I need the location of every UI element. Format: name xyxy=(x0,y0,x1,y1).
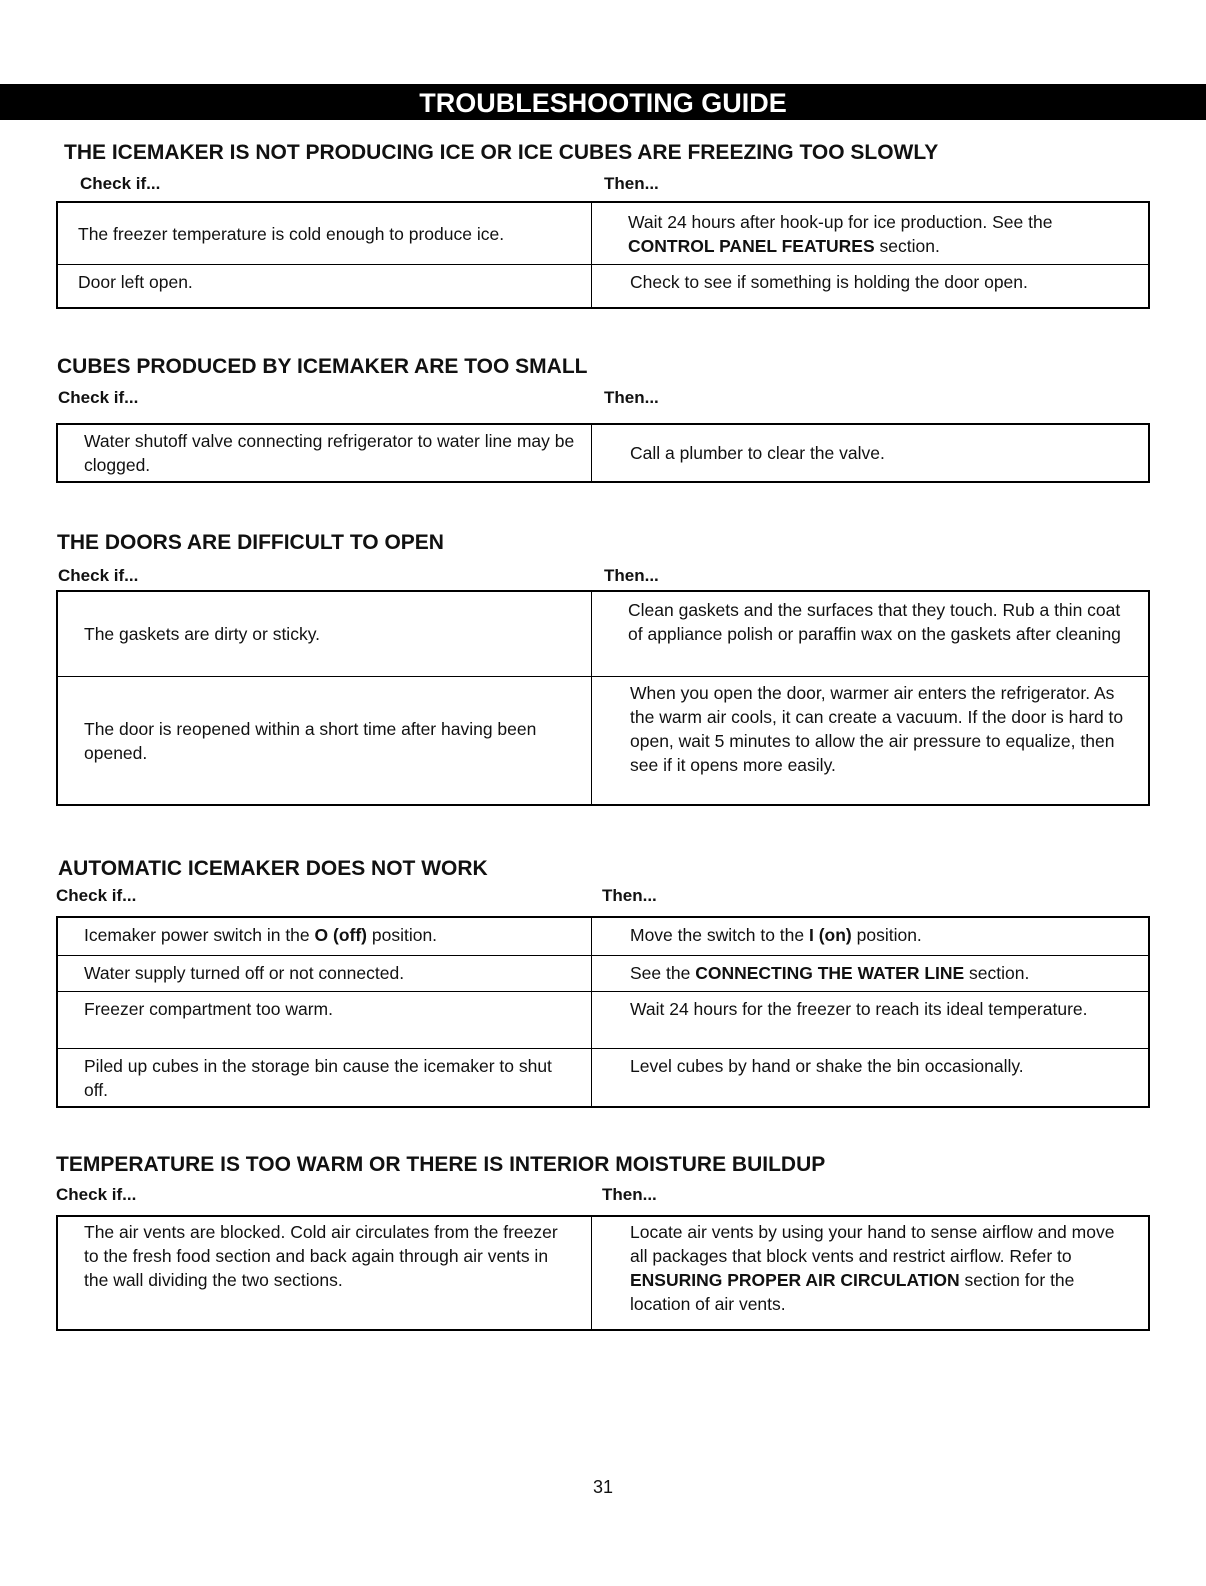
page-banner: TROUBLESHOOTING GUIDE xyxy=(0,84,1206,120)
check-text: Freezer compartment too warm. xyxy=(84,999,333,1019)
section-title: CUBES PRODUCED BY ICEMAKER ARE TOO SMALL xyxy=(57,355,588,378)
table-row xyxy=(58,676,1148,804)
check-text: Piled up cubes in the storage bin cause the icemaker to shut off. xyxy=(84,1056,552,1100)
check-if-label: Check if... xyxy=(56,1185,137,1204)
table-row xyxy=(58,991,1148,1048)
check-text: Water shutoff valve connecting refrigerator to water line may be clogged. xyxy=(84,431,575,475)
table-row xyxy=(58,203,1148,264)
check-text: Door left open. xyxy=(78,272,193,292)
section-title: THE ICEMAKER IS NOT PRODUCING ICE OR ICE CUBES ARE FREEZING TOO SLOWLY xyxy=(64,141,939,164)
troubleshoot-table xyxy=(56,916,1150,1108)
table-row xyxy=(58,1217,1148,1329)
check-text: Water supply turned off or not connected. xyxy=(84,963,405,983)
check-text: The freezer temperature is cold enough to produce ice. xyxy=(78,223,505,244)
check-if-label: Check if... xyxy=(58,388,139,407)
then-text: Wait 24 hours for the freezer to reach its ideal temperature. xyxy=(630,999,1088,1019)
then-text: Call a plumber to clear the valve. xyxy=(630,443,885,463)
check-if-label: Check if... xyxy=(80,174,161,193)
troubleshoot-table xyxy=(56,1215,1150,1331)
then-label: Then... xyxy=(602,886,657,905)
then-text: Clean gaskets and the surfaces that they touch. Rub a thin coat of appliance polish or paraffin wax on the gaskets after cleaning xyxy=(628,600,1121,644)
then-text: Check to see if something is holding the door open. xyxy=(630,272,1028,292)
check-text: The door is reopened within a short time after having been opened. xyxy=(84,718,537,763)
table-row xyxy=(58,918,1148,955)
check-if-label: Check if... xyxy=(58,566,139,585)
then-label: Then... xyxy=(604,174,659,193)
then-label: Then... xyxy=(604,566,659,585)
table-row xyxy=(58,592,1148,676)
section-title: TEMPERATURE IS TOO WARM OR THERE IS INTERIOR MOISTURE BUILDUP xyxy=(56,1153,826,1176)
troubleshoot-table xyxy=(56,590,1150,806)
then-text: When you open the door, warmer air enters the refrigerator. As the warm air cools, it can create a vacuum. If the door is hard to open, wait 5 minutes to allow the air pressure to equalize, then see if it opens more easily. xyxy=(630,683,1124,775)
then-text: See the CONNECTING THE WATER LINE section. xyxy=(630,963,1030,983)
troubleshoot-table xyxy=(56,201,1150,309)
then-text: Move the switch to the I (on) position. xyxy=(630,925,922,945)
check-text: The air vents are blocked. Cold air circulates from the freezer to the fresh food section and back again through air vents in the wall dividing the two sections. xyxy=(84,1222,558,1290)
troubleshoot-table xyxy=(56,423,1150,483)
section-title: AUTOMATIC ICEMAKER DOES NOT WORK xyxy=(58,857,488,880)
check-text: Icemaker power switch in the O (off) position. xyxy=(84,925,438,945)
then-label: Then... xyxy=(602,1185,657,1204)
then-label: Then... xyxy=(604,388,659,407)
then-text: Locate air vents by using your hand to sense airflow and move all packages that block vents and restrict airflow. Refer to ENSURING PROPER AIR CIRCULATION section for the location of air vents. xyxy=(630,1222,1115,1314)
check-if-label: Check if... xyxy=(56,886,137,905)
check-text: The gaskets are dirty or sticky. xyxy=(84,624,321,644)
table-row xyxy=(58,1048,1148,1106)
section-title: THE DOORS ARE DIFFICULT TO OPEN xyxy=(57,531,444,554)
then-text: Wait 24 hours after hook-up for ice production. See the CONTROL PANEL FEATURES section. xyxy=(628,211,1053,256)
page-number: 31 xyxy=(592,1477,614,1497)
then-text: Level cubes by hand or shake the bin occasionally. xyxy=(630,1056,1024,1076)
table-row xyxy=(58,264,1148,307)
table-row xyxy=(58,425,1148,481)
table-row xyxy=(58,955,1148,991)
